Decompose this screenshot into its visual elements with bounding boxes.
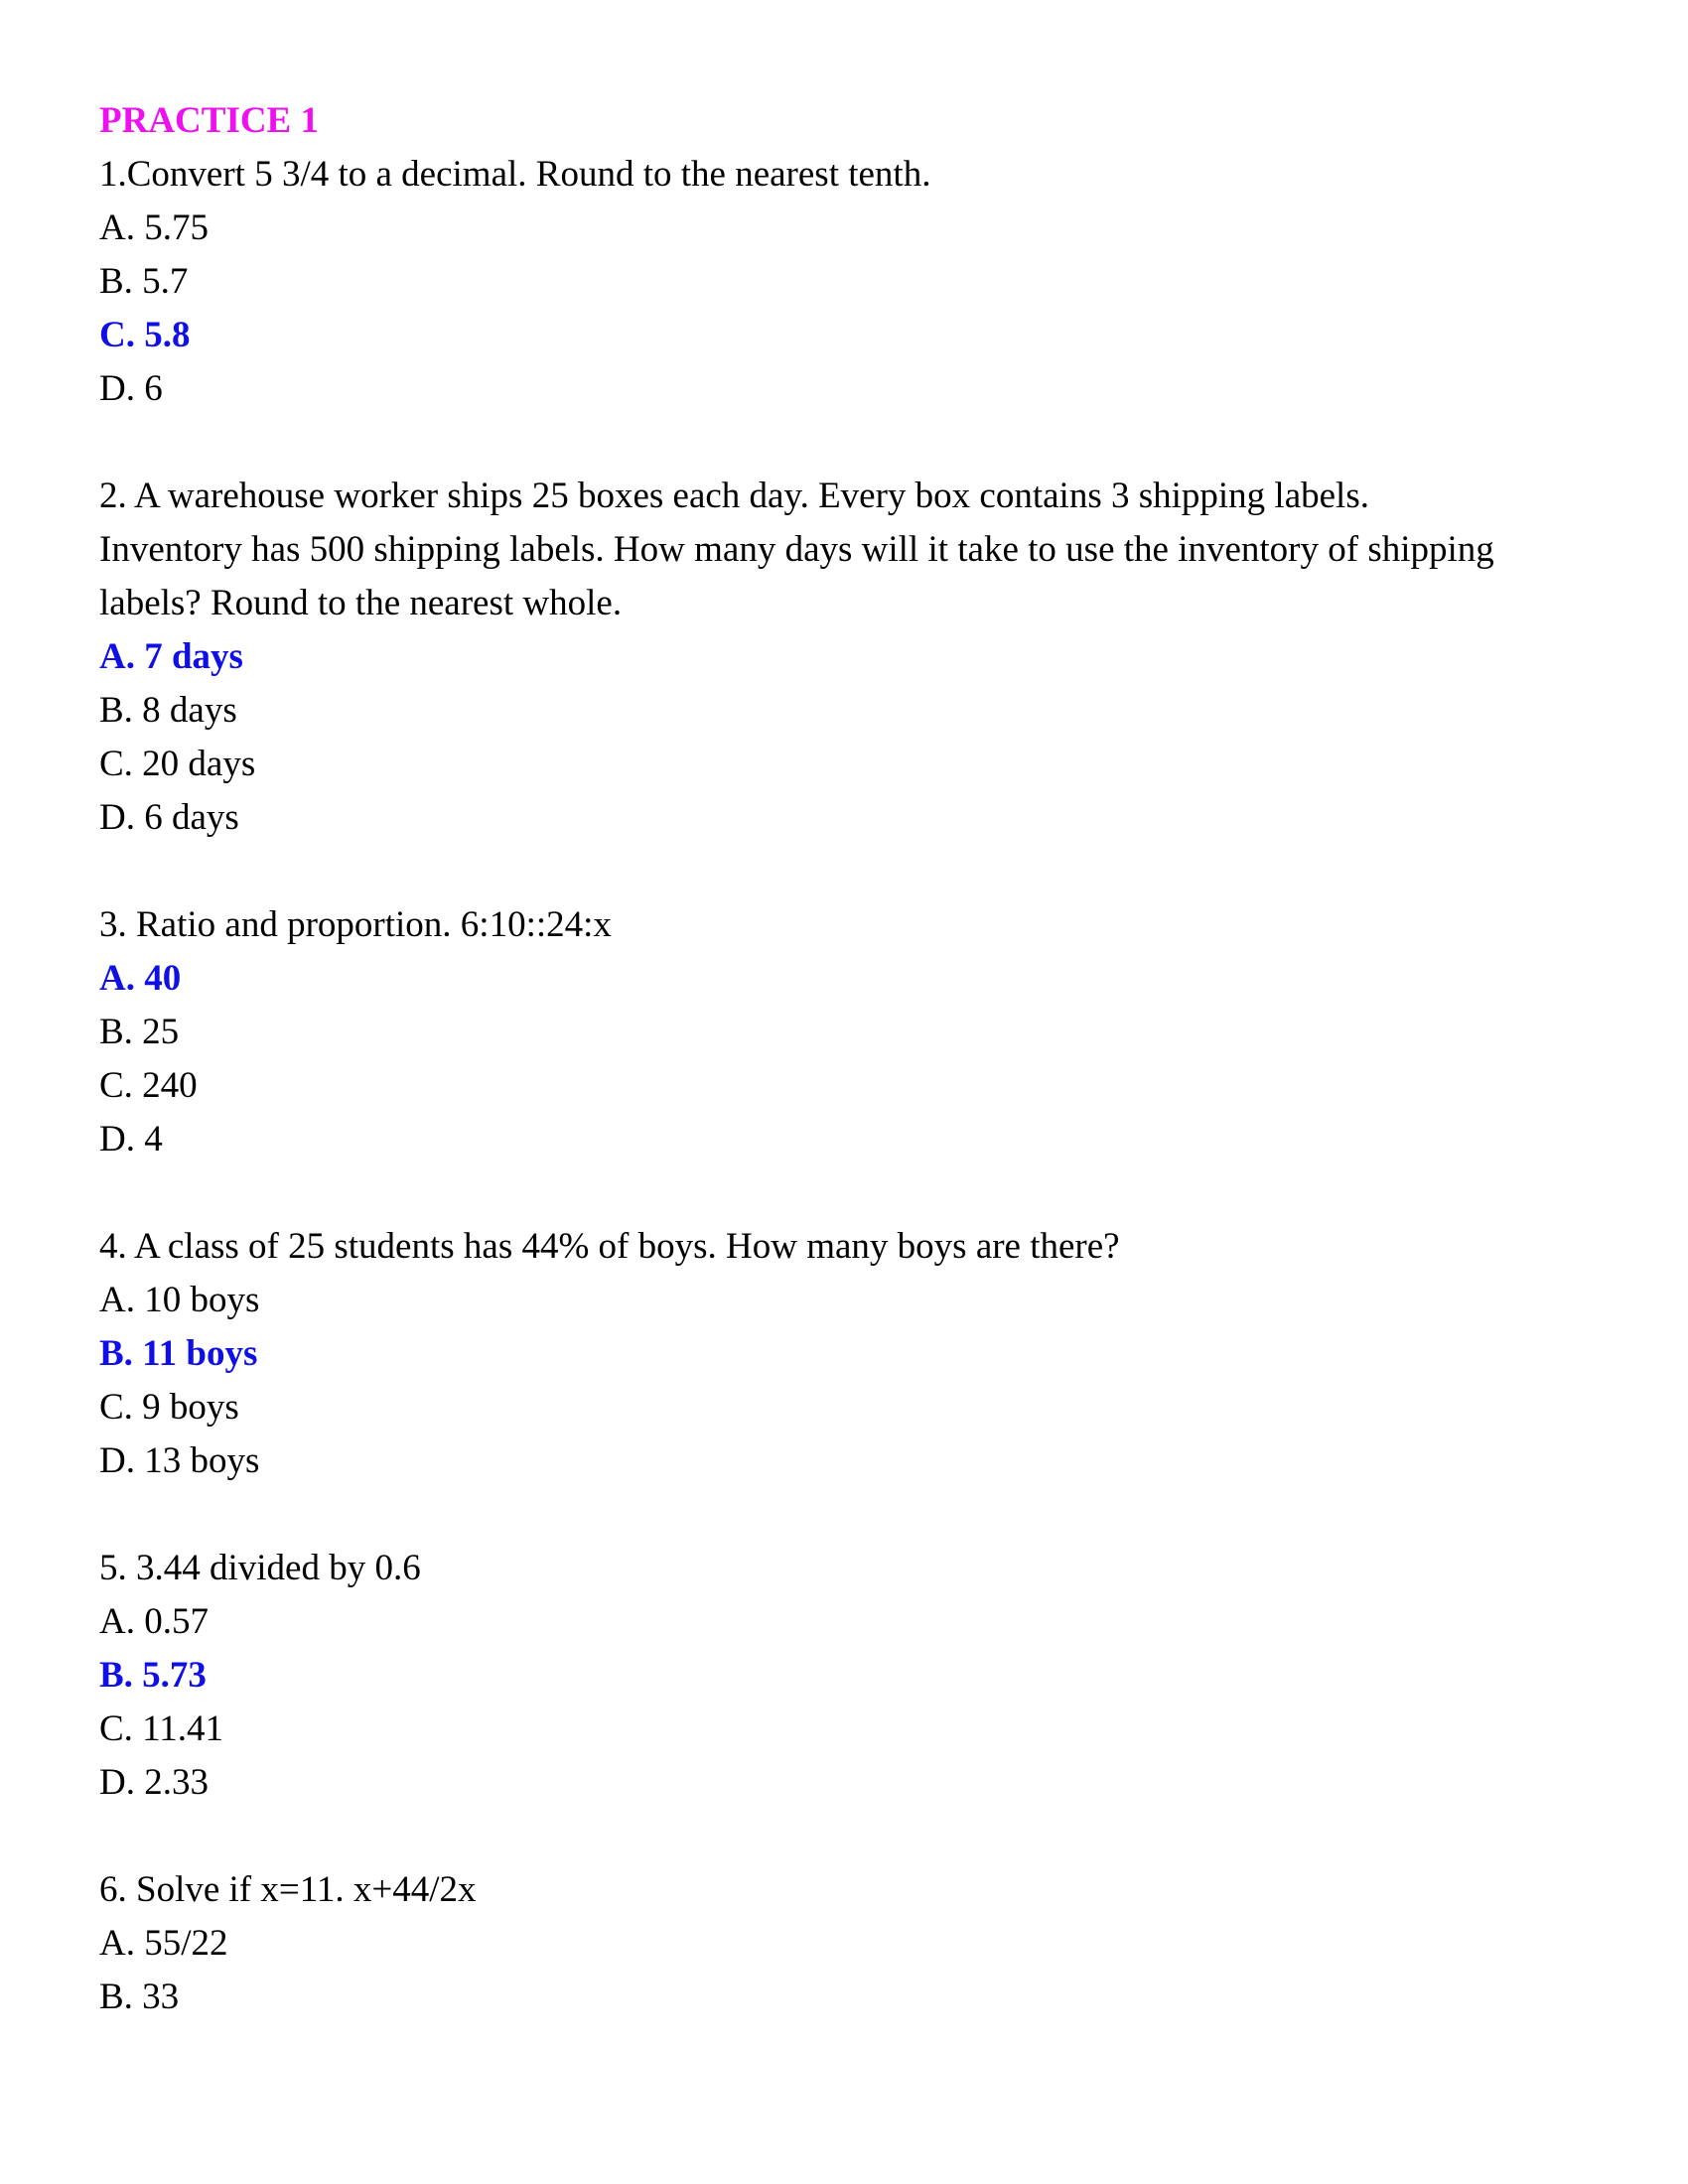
question-6-stem: 6. Solve if x=11. x+44/2x [99, 1869, 477, 1910]
question-3-option-c: C. 240 [99, 1065, 198, 1106]
question-5-stem: 5. 3.44 divided by 0.6 [99, 1548, 421, 1588]
question-2-stem-line-2: Inventory has 500 shipping labels. How many days will it take to use the inventory of shipping [99, 529, 1494, 570]
question-4-option-c: C. 9 boys [99, 1387, 239, 1428]
question-6-option-a: A. 55/22 [99, 1923, 228, 1964]
question-5 [99, 1542, 1609, 1810]
question-2-option-d: D. 6 days [99, 797, 239, 838]
question-2-stem-line-3: labels? Round to the nearest whole. [99, 583, 623, 623]
question-2-stem-line-1: 2. A warehouse worker ships 25 boxes each day. Every box contains 3 shipping labels. [99, 476, 1369, 516]
question-6 [99, 1863, 1609, 2024]
question-2 [99, 470, 1609, 845]
question-1-option-c-answer: C. 5.8 [99, 315, 191, 355]
question-4 [99, 1220, 1609, 1488]
question-1-option-d: D. 6 [99, 368, 163, 409]
question-2-option-c: C. 20 days [99, 744, 256, 784]
question-3 [99, 898, 1609, 1166]
question-1-stem: 1.Convert 5 3/4 to a decimal. Round to the nearest tenth. [99, 154, 931, 195]
question-2-option-b: B. 8 days [99, 690, 237, 731]
question-2-option-a-answer: A. 7 days [99, 636, 243, 677]
question-5-option-c: C. 11.41 [99, 1708, 224, 1749]
question-3-option-d: D. 4 [99, 1119, 163, 1160]
question-1-option-a: A. 5.75 [99, 207, 209, 248]
question-5-option-a: A. 0.57 [99, 1601, 209, 1642]
question-3-option-b: B. 25 [99, 1012, 180, 1052]
question-4-option-d: D. 13 boys [99, 1440, 260, 1481]
question-1 [99, 148, 1609, 416]
question-3-stem: 3. Ratio and proportion. 6:10::24:x [99, 904, 612, 945]
question-3-option-a-answer: A. 40 [99, 958, 182, 999]
question-4-option-a: A. 10 boys [99, 1280, 260, 1320]
question-6-option-b: B. 33 [99, 1977, 180, 2017]
question-5-option-b-answer: B. 5.73 [99, 1655, 207, 1696]
question-1-option-b: B. 5.7 [99, 261, 189, 302]
practice-document [99, 94, 1609, 2024]
page-title: PRACTICE 1 [99, 100, 319, 141]
question-5-option-d: D. 2.33 [99, 1762, 209, 1803]
question-4-stem: 4. A class of 25 students has 44% of boys. How many boys are there? [99, 1226, 1120, 1267]
question-4-option-b-answer: B. 11 boys [99, 1333, 258, 1374]
